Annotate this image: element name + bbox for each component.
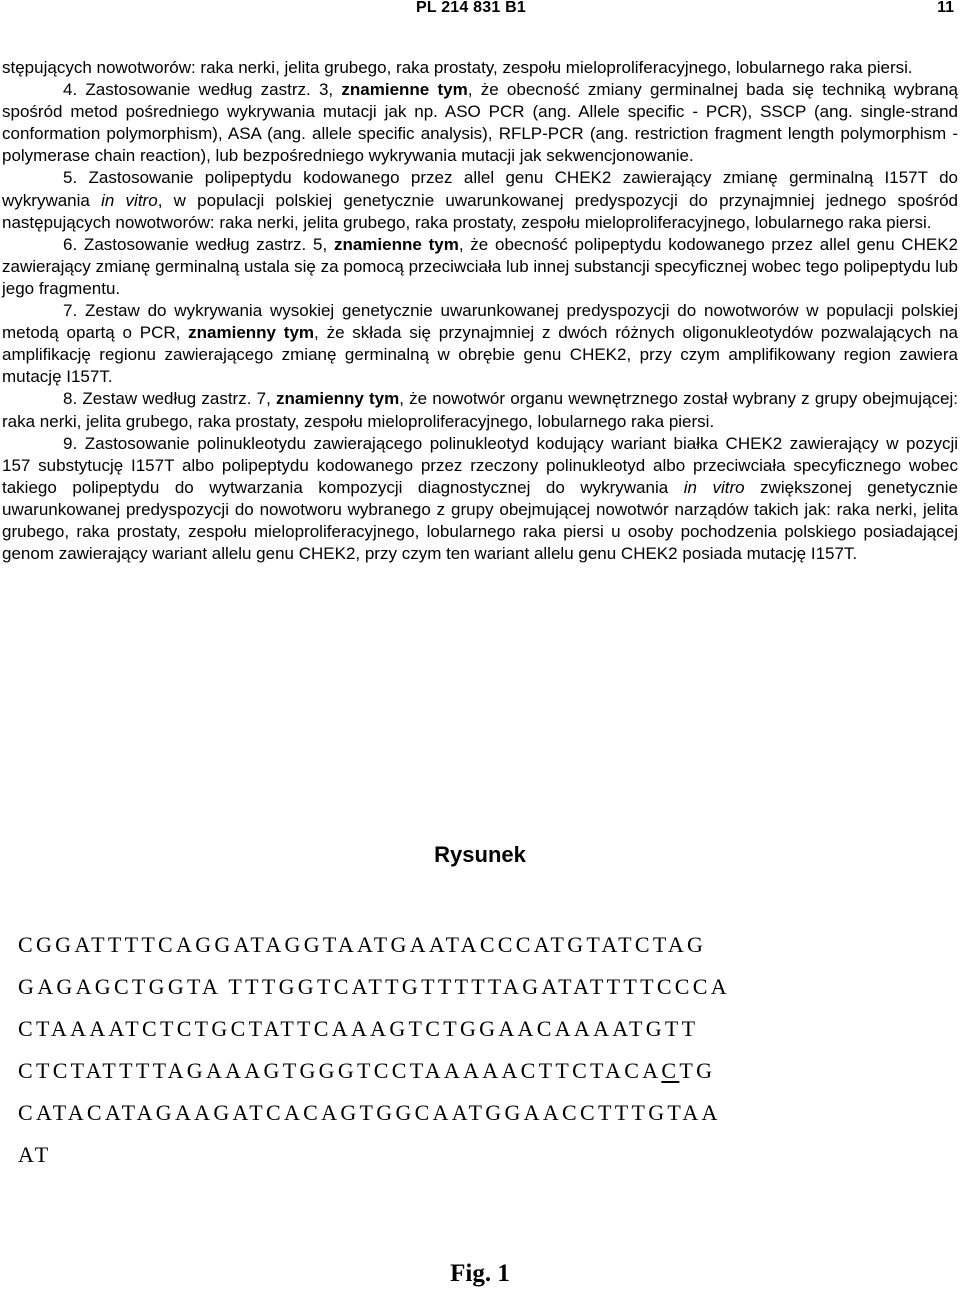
dna-sequence [18, 924, 958, 1176]
claim-text: 7. Zestaw do wykrywania wysokiej genetycznie uwarunkowanej predyspozycji do nowotworów w populacji polskiej metodą opartą o PCR, [2, 301, 958, 343]
italic-term: in vitro [101, 190, 158, 210]
claim-keyword: znamienne tym [333, 234, 459, 254]
sequence-segment: CTCTATTTTAGAAAGTGGGTCCTAAAAACTTCTACA [18, 1058, 662, 1083]
claim-text: 8. Zestaw według zastrz. 7, [63, 389, 276, 409]
claim-paragraph [2, 234, 958, 300]
claim-text: , że obecność zmiany germinalnej bada się techniką wybraną spośród metod pośredniego wykrywania mutacji jak np. ASO PCR (ang. Allele specific - PCR), SSCP (ang. single-strand conformation polymorphism), ASA (ang. allele specific analysis), RFLP-PCR (ang. restriction fragment length polymorphism - polymerase chain reaction), lub bezpośredniego wykrywania mutacji jak sekwencjonowanie. [2, 80, 959, 166]
sequence-line [18, 1050, 958, 1092]
claims-text [2, 57, 958, 565]
claim-text: , w populacji polskiej genetycznie uwarunkowanej predyspozycji do przynajmniej jednego spośród następujących nowotworów: raka nerki, jelita grubego, raka prostaty, zespołu mieloproliferacyjnego, lobularnego raka piersi. [2, 190, 958, 232]
claim-text: , że nowotwór organu wewnętrznego został wybrany z grupy obejmującej: raka nerki, jelita grubego, raka prostaty, zespołu mieloproliferacyjnego, lobularnego raka piersi. [2, 389, 958, 431]
claim-keyword: znamienny tym [275, 389, 400, 409]
claim-text: stępujących nowotworów: raka nerki, jelita grubego, raka prostaty, zespołu mieloproliferacyjnego, lobularnego raka piersi. [2, 58, 913, 77]
sequence-segment: AT [18, 1142, 52, 1167]
claim-paragraph [2, 433, 958, 566]
claim-paragraph [2, 300, 958, 388]
sequence-line [18, 1134, 958, 1176]
sequence-segment: TG [679, 1058, 716, 1083]
claim-text: 6. Zastosowanie według zastrz. 5, [63, 234, 334, 254]
claim-paragraph [2, 57, 958, 79]
claim-text: 4. Zastosowanie według zastrz. 3, [63, 80, 342, 100]
sequence-segment: CTAAAATCTCTGCTATTCAAAGTCTGGAACAAAATGTT [18, 1016, 699, 1041]
claim-text: , że składa się przynajmniej z dwóch różnych oligonukleotydów pozwalających na amplifikację regionu zawierającego zmianę germinalną w obrębie genu CHEK2, przy czym amplifikowany region zawiera mutację I157T. [2, 323, 959, 387]
claim-keyword: znamienny tym [188, 323, 315, 343]
claim-text: 5. Zastosowanie polipeptydu kodowanego przez allel genu CHEK2 zawierający zmianę germinalną I157T do wykrywania [2, 168, 958, 210]
claim-paragraph [2, 167, 958, 233]
claim-paragraph [2, 388, 958, 432]
claim-text: 9. Zastosowanie polinukleotydu zawierającego polinukleotyd kodujący wariant białka CHEK2 zawierający w pozycji 157 substytucję I157T albo polipeptydu kodowanego przez rzeczony polinukleotyd albo przeciwciała specyficznego wobec takiego polipeptydu do wytwarzania kompozycji diagnostycznej do wykrywania [2, 433, 958, 497]
document-id: PL 214 831 B1 [416, 0, 526, 16]
claim-keyword: znamienne tym [341, 80, 468, 100]
sequence-line [18, 966, 958, 1008]
sequence-segment: CGGATTTTCAGGATAGGTAATGAATACCCATGTATCTAG [18, 932, 707, 957]
page-number: 11 [937, 0, 954, 16]
sequence-line [18, 1092, 958, 1134]
page-header [0, 0, 960, 22]
sequence-segment: GAGAGCTGGTA TTTGGTCATTGTTTTTAGATATTTTCCCA [18, 974, 730, 999]
sequence-line [18, 1008, 958, 1050]
italic-term: in vitro [683, 477, 745, 497]
claim-text: zwiększonej genetycznie uwarunkowanej predyspozycji do nowotworu wybranego z grupy obejmującej nowotwór narządów takich jak: raka nerki, jelita grubego, raka prostaty, zespołu mieloproliferacyjnego, lobularnego raka piersi u osoby pochodzenia polskiego posiadającej genom zawierający wariant allelu genu CHEK2, przy czym ten wariant allelu genu CHEK2 posiada mutację I157T. [2, 477, 958, 564]
sequence-segment: CATACATAGAAGATCACAGTGGCAATGGAACCTTTGTAA [18, 1100, 721, 1125]
claim-text: , że obecność polipeptydu kodowanego przez allel genu CHEK2 zawierający zmianę germinalną ustala się za pomocą przeciwciała lub innej substancji specyficznej wobec tego polipeptydu lub jego fragmentu. [2, 234, 958, 298]
mutation-base: C [661, 1058, 680, 1083]
figure-label: Fig. 1 [450, 1260, 510, 1287]
claim-paragraph [2, 79, 958, 167]
sequence-line [18, 924, 958, 966]
figure-title: Rysunek [434, 842, 526, 867]
